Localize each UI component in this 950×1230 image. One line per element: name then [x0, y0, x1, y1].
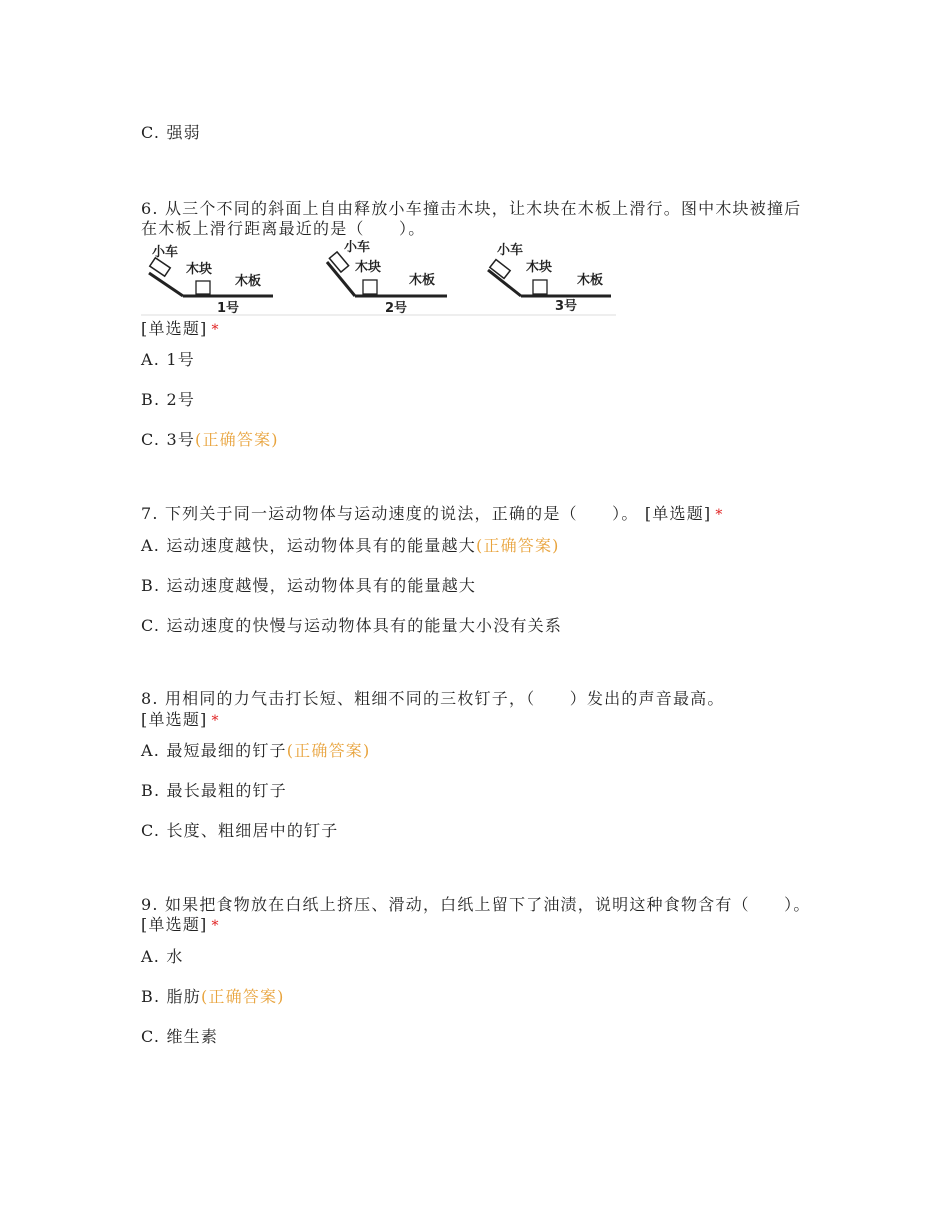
q6-option-b[interactable]: B. 2号 — [141, 390, 196, 409]
fig-car-label-2: 小车 — [344, 240, 371, 255]
q6-option-a[interactable]: A. 1号 — [141, 350, 195, 369]
required-star: * — [211, 713, 220, 729]
fig-car-label-1: 小车 — [152, 245, 179, 260]
q8-option-c[interactable]: C. 长度、粗细居中的钉子 — [141, 821, 339, 840]
figure-panel-2 — [327, 240, 447, 316]
required-star: * — [715, 507, 724, 523]
fig-block-label-2: 木块 — [355, 260, 382, 275]
q6-figure — [141, 240, 616, 316]
fig-label-1: 1号 — [217, 301, 240, 316]
q9-type: [单选题] — [141, 915, 208, 934]
fig-board-label-3: 木板 — [577, 273, 604, 288]
figure-panel-3 — [488, 242, 611, 314]
fig-car-label-3: 小车 — [497, 243, 524, 258]
fig-block-label-1: 木块 — [186, 262, 213, 277]
q7-type: [单选题] — [644, 504, 712, 523]
correct-answer-mark: (正确答案) — [200, 987, 285, 1006]
q6-stem: 6. 从三个不同的斜面上自由释放小车撞击木块，让木块在木板上滑行。图中木块被撞后在木板上滑行距离最近的是（ ）。 — [141, 199, 802, 238]
q7-option-a[interactable]: A. 运动速度越快，运动物体具有的能量越大(正确答案) — [141, 536, 560, 555]
q6-option-c[interactable]: C. 3号(正确答案) — [141, 430, 279, 449]
q8-type: [单选题] * — [141, 710, 220, 729]
prev-option-c[interactable]: C. 强弱 — [141, 123, 201, 142]
figure-panel-1 — [149, 244, 273, 316]
correct-answer-mark: (正确答案) — [475, 536, 560, 555]
q8-option-a[interactable]: A. 最短最细的钉子(正确答案) — [141, 741, 371, 760]
q7-option-c[interactable]: C. 运动速度的快慢与运动物体具有的能量大小没有关系 — [141, 616, 563, 635]
q8-stem: 8. 用相同的力气击打长短、粗细不同的三枚钉子，（ ）发出的声音最高。 — [141, 689, 725, 708]
fig-board-label-2: 木板 — [409, 273, 436, 288]
q7-option-b[interactable]: B. 运动速度越慢，运动物体具有的能量越大 — [141, 576, 477, 595]
q9-option-a[interactable]: A. 水 — [141, 947, 184, 966]
q7-stem: 7. 下列关于同一运动物体与运动速度的说法，正确的是（ ）。 [单选题] * — [141, 504, 724, 523]
required-star: * — [211, 918, 220, 934]
q9-option-b[interactable]: B. 脂肪(正确答案) — [141, 987, 285, 1006]
q9-stem: 9. 如果把食物放在白纸上挤压、滑动，白纸上留下了油渍，说明这种食物含有（ ）。 [单选题] * — [141, 895, 811, 934]
correct-answer-mark: (正确答案) — [195, 430, 279, 449]
fig-board-label-1: 木板 — [235, 274, 262, 289]
fig-label-3: 3号 — [555, 299, 578, 314]
q8-option-b[interactable]: B. 最长最粗的钉子 — [141, 781, 287, 800]
fig-block-label-3: 木块 — [526, 260, 553, 275]
correct-answer-mark: (正确答案) — [286, 741, 371, 760]
required-star: * — [211, 322, 220, 338]
q9-option-c[interactable]: C. 维生素 — [141, 1027, 219, 1046]
q6-type: [单选题] * — [141, 319, 220, 338]
fig-label-2: 2号 — [385, 301, 408, 316]
